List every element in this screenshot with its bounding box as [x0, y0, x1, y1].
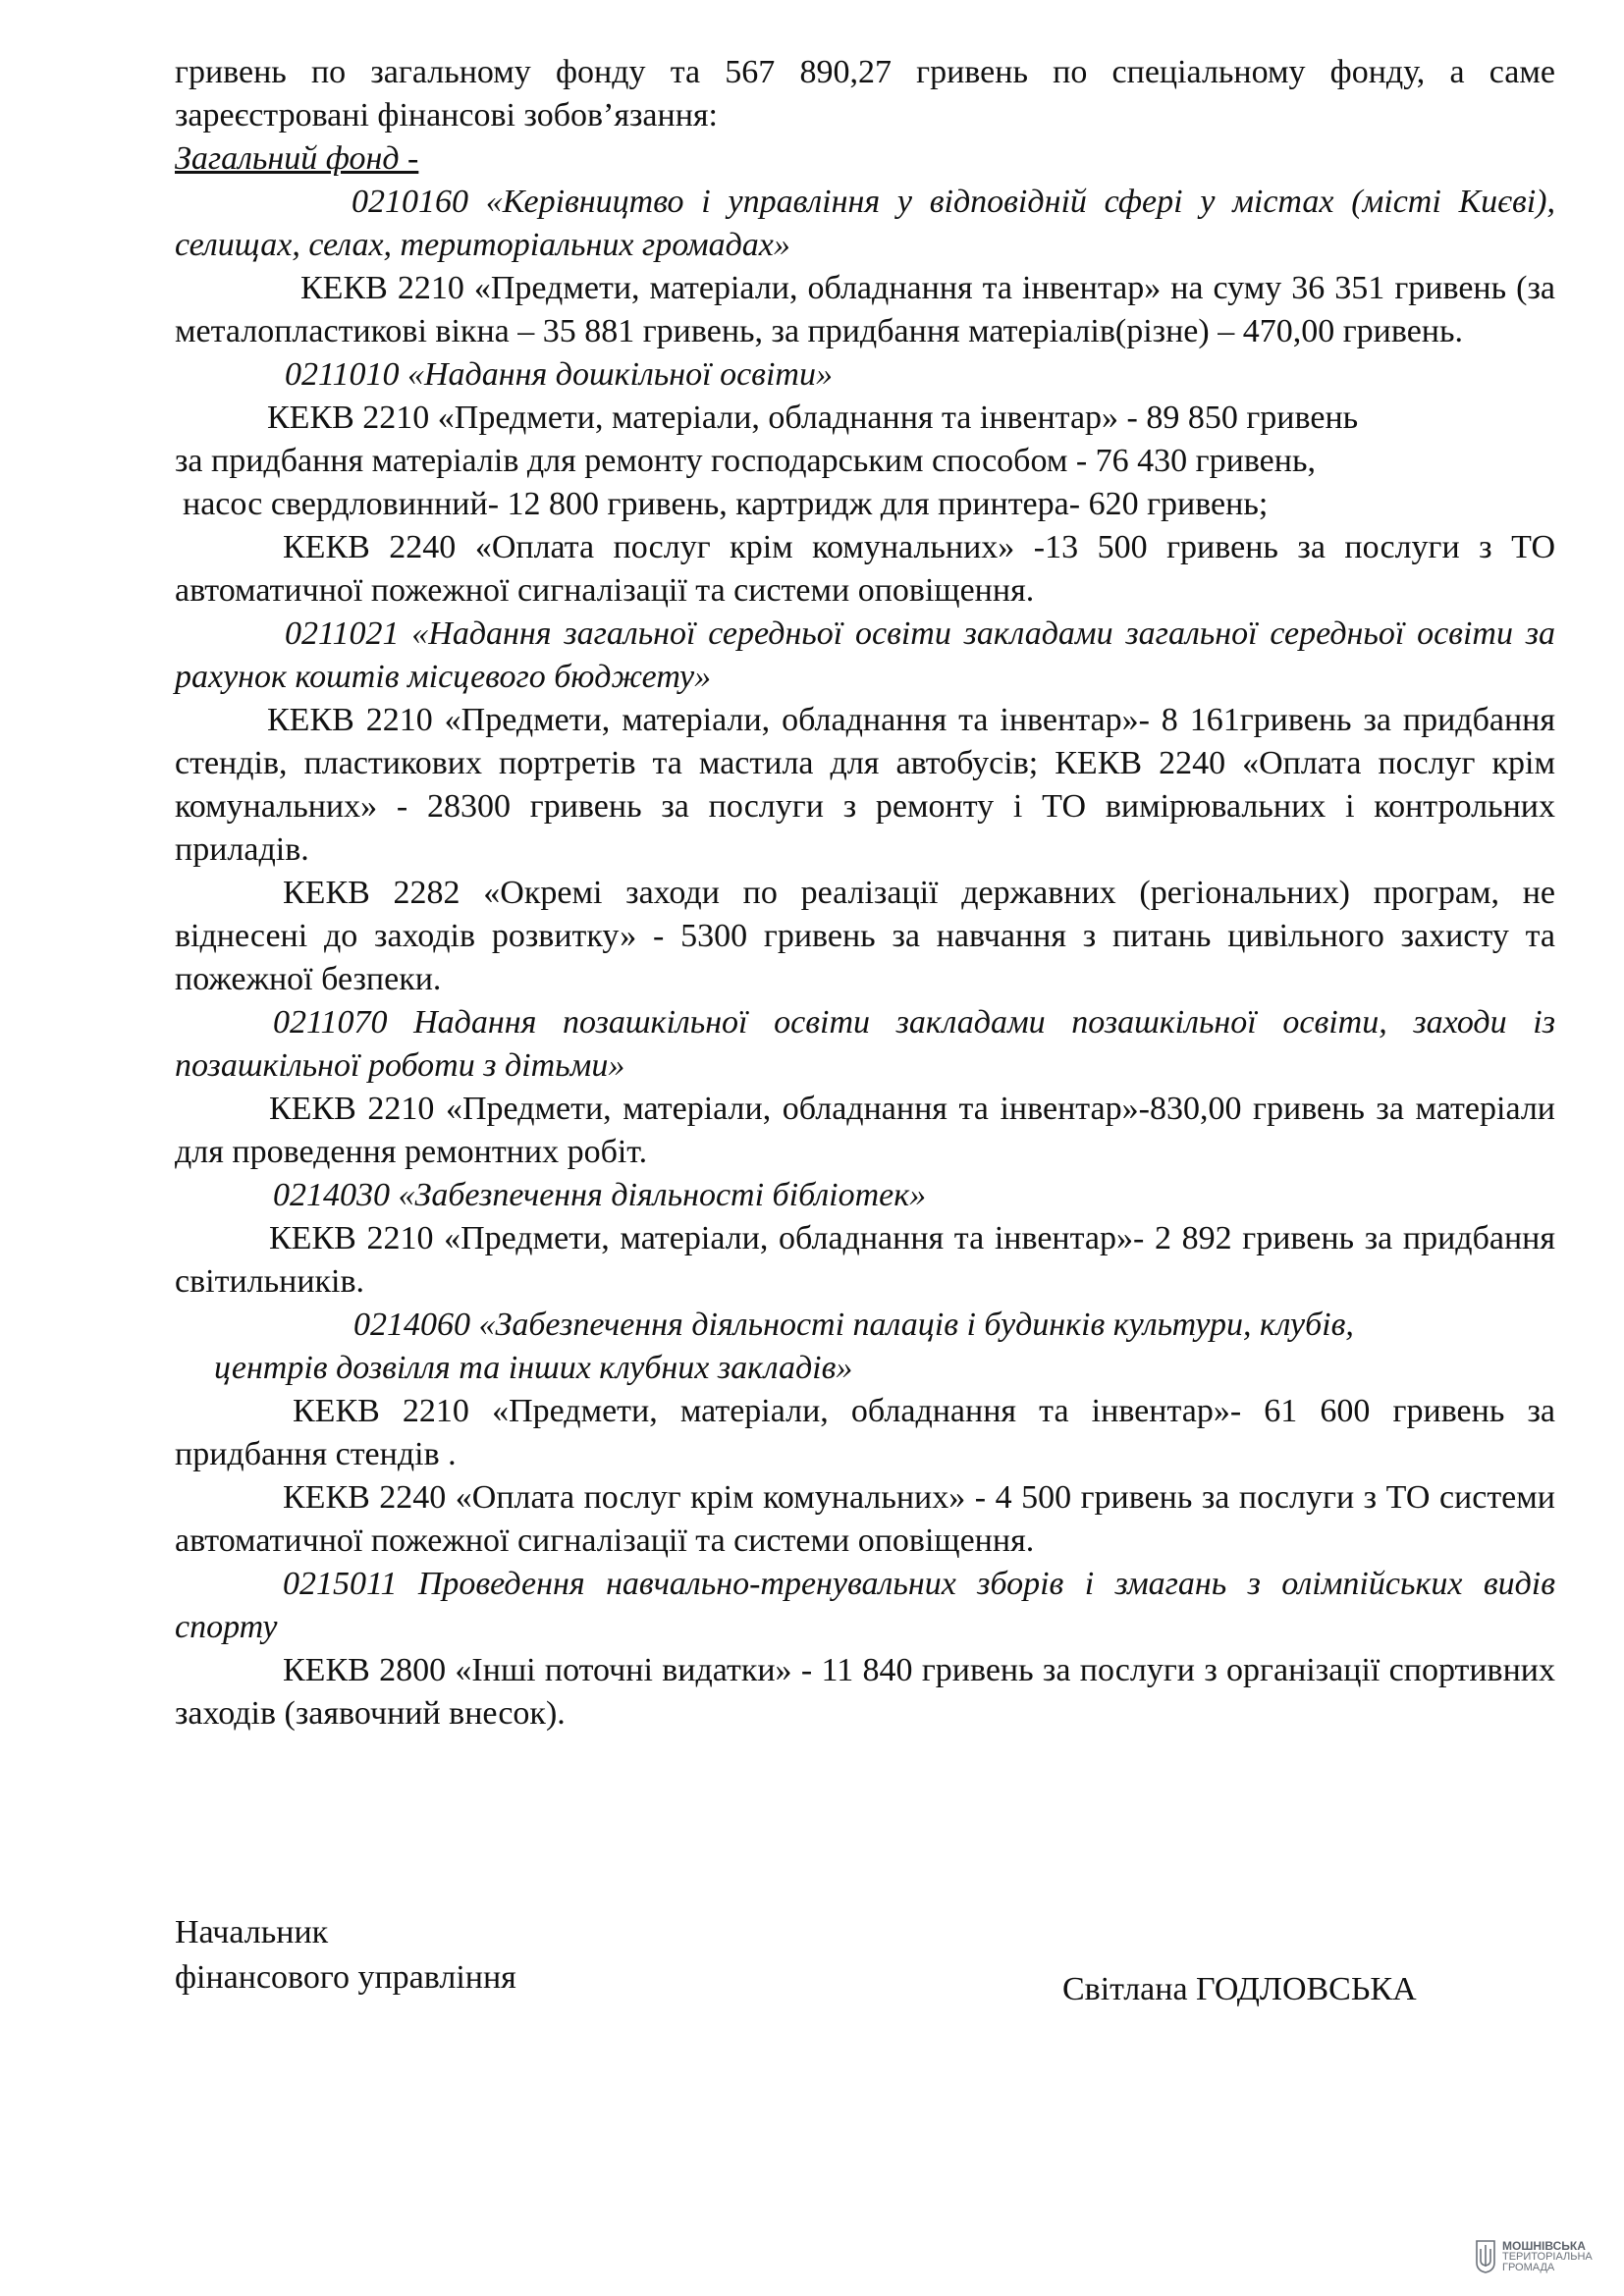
- document-body: [175, 51, 1555, 1735]
- signatory-title-line1: Начальник: [175, 1914, 329, 1950]
- program-0210160: 0210160 «Керівництво і управління у відповідній сфері у містах (місті Києві), селищах, селах, територіальних громадах»: [175, 184, 1555, 263]
- program-0215011: 0215011 Проведення навчально-тренувальних зборів і змагань з олімпійських видів спорту: [175, 1566, 1555, 1645]
- kekv-2240-0214060: КЕКВ 2240 «Оплата послуг крім комунальних» - 4 500 гривень за послуги з ТО системи автоматичної пожежної сигналізації та системи оповіщення.: [175, 1479, 1555, 1559]
- program-0214030: 0214030 «Забезпечення діяльності бібліотек»: [273, 1177, 927, 1213]
- kekv-2210-0211021: КЕКВ 2210 «Предмети, матеріали, обладнання та інвентар»- 8 161гривень за придбання стендів, пластикових портретів та мастила для автобусів; КЕКВ 2240 «Оплата послуг крім комунальних» - 28300 гривень за послуги з ремонту і ТО вимірювальних і контрольних приладів.: [175, 702, 1555, 868]
- kekv-2210-0214060: КЕКВ 2210 «Предмети, матеріали, обладнання та інвентар»- 61 600 гривень за придбання стендів .: [175, 1393, 1555, 1472]
- kekv-2800-0215011: КЕКВ 2800 «Інші поточні видатки» - 11 840 гривень за послуги з організації спортивних заходів (заявочний внесок).: [175, 1652, 1555, 1732]
- kekv-2210-0211010: КЕКВ 2210 «Предмети, матеріали, обладнання та інвентар» - 89 850 гривень: [267, 400, 1359, 436]
- kekv-2240-0211010: КЕКВ 2240 «Оплата послуг крім комунальних» -13 500 гривень за послуги з ТО автоматичної пожежної сигналізації та системи оповіщення.: [175, 529, 1555, 609]
- logo-line3: ГРОМАДА: [1502, 2261, 1555, 2273]
- program-0211070: 0211070 Надання позашкільної освіти закладами позашкільної освіти, заходи із позашкільної роботи з дітьми»: [175, 1004, 1555, 1084]
- community-logo-text: [1502, 2238, 1593, 2273]
- community-logo: [1475, 2230, 1612, 2283]
- signatory-title-line2: фінансового управління: [175, 1959, 516, 1996]
- general-fund-heading: Загальний фонд -: [175, 140, 419, 177]
- intro-paragraph: гривень по загальному фонду та 567 890,27 гривень по спеціальному фонду, а саме зареєстровані фінансові зобов’язання:: [175, 54, 1555, 133]
- logo-line2: ТЕРИТОРІАЛЬНА: [1502, 2250, 1593, 2263]
- program-0211010: 0211010 «Надання дошкільної освіти»: [285, 356, 833, 393]
- kekv-2210-0214030: КЕКВ 2210 «Предмети, матеріали, обладнання та інвентар»- 2 892 гривень за придбання світильників.: [175, 1220, 1555, 1300]
- kekv-2210-0211070: КЕКВ 2210 «Предмети, матеріали, обладнання та інвентар»-830,00 гривень за матеріали для проведення ремонтних робіт.: [175, 1091, 1555, 1170]
- program-0214060-line1: 0214060 «Забезпечення діяльності палаців і будинків культури, клубів,: [353, 1307, 1354, 1343]
- trident-icon: [1475, 2239, 1496, 2274]
- logo-line1: МОШНІВСЬКА: [1502, 2238, 1586, 2253]
- signatory-name: Світлана ГОДЛОВСЬКА: [1062, 1971, 1417, 2007]
- kekv-2282-0211021: КЕКВ 2282 «Окремі заходи по реалізації державних (регіональних) програм, не віднесені до заходів розвитку» - 5300 гривень за навчання з питань цивільного захисту та пожежної безпеки.: [175, 875, 1555, 997]
- kekv-2210-0211010-line3: насос свердловинний- 12 800 гривень, картридж для принтера- 620 гривень;: [183, 486, 1269, 522]
- kekv-2210-0210160: КЕКВ 2210 «Предмети, матеріали, обладнання та інвентар» на суму 36 351 гривень (за металопластикові вікна – 35 881 гривень, за придбання матеріалів(різне) – 470,00 гривень.: [175, 270, 1555, 349]
- kekv-2210-0211010-line2: за придбання матеріалів для ремонту господарським способом - 76 430 гривень,: [175, 443, 1316, 479]
- program-0211021: 0211021 «Надання загальної середньої освіти закладами загальної середньої освіти за рахунок коштів місцевого бюджету»: [175, 615, 1555, 695]
- program-0214060-line2: центрів дозвілля та інших клубних закладів»: [214, 1350, 853, 1386]
